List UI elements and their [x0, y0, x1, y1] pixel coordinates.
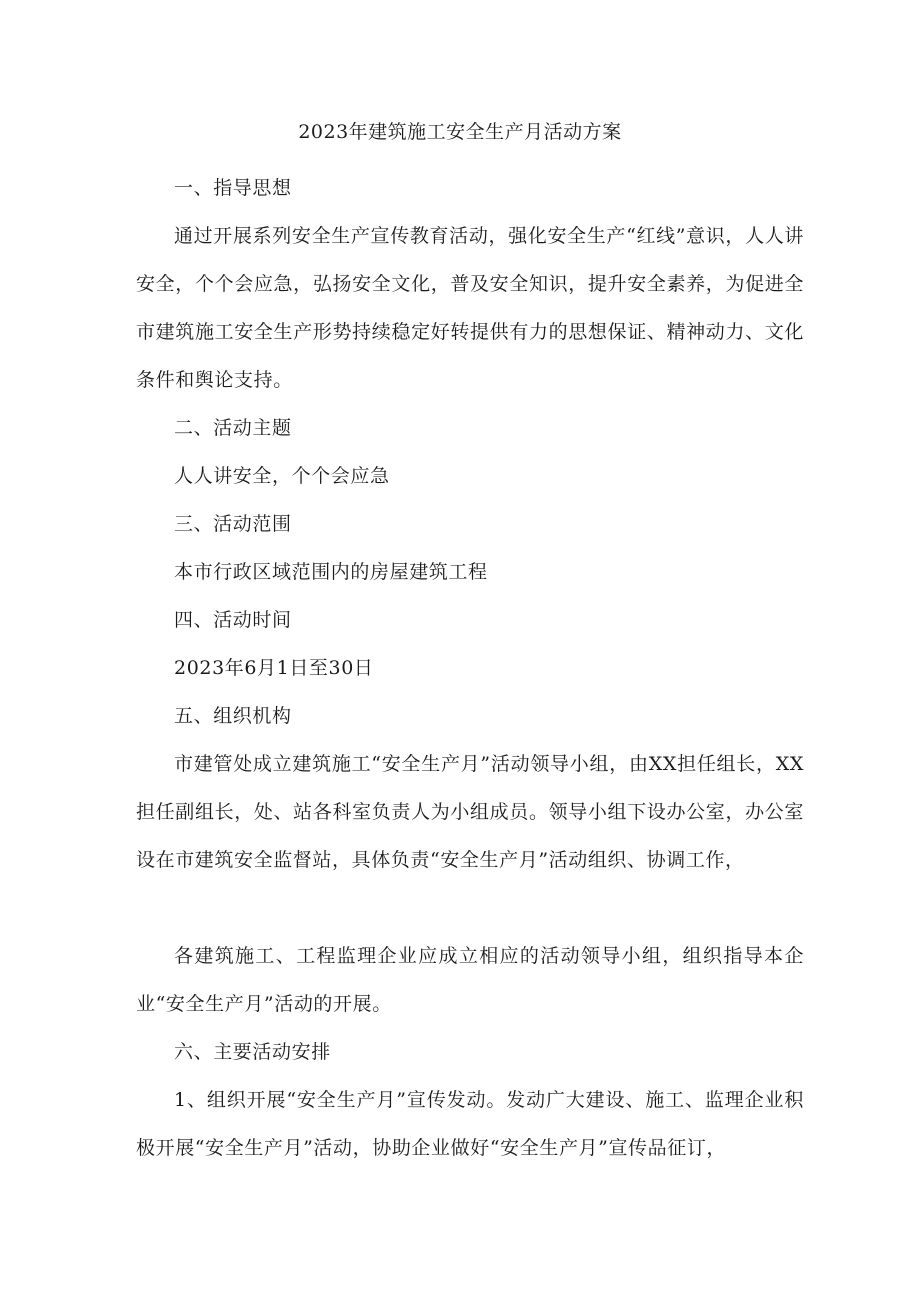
paragraph-organization-2: 各建筑施工、工程监理企业应成立相应的活动领导小组，组织指导本企业“安全生产月”活动的开展。 — [136, 945, 804, 1015]
section-heading-activity-time: 四、活动时间 — [174, 609, 292, 631]
section-heading-activity-theme: 二、活动主题 — [174, 417, 292, 439]
paragraph-activity-theme: 人人讲安全，个个会应急 — [174, 465, 390, 487]
section-heading-activity-scope: 三、活动范围 — [174, 513, 292, 535]
section-heading-guiding-thought: 一、指导思想 — [174, 177, 292, 199]
section-heading-organization: 五、组织机构 — [174, 705, 292, 727]
paragraph-organization-1: 市建管处成立建筑施工“安全生产月”活动领导小组，由XX担任组长，XX担任副组长，处、站各科室负责人为小组成员。领导小组下设办公室，办公室设在市建筑安全监督站，具体负责“安全生产月”活动组织、协调工作， — [136, 753, 804, 871]
section-heading-main-activities: 六、主要活动安排 — [174, 1041, 331, 1063]
paragraph-guiding-thought: 通过开展系列安全生产宣传教育活动，强化安全生产“红线”意识，人人讲安全，个个会应急，弘扬安全文化，普及安全知识，提升安全素养，为促进全市建筑施工安全生产形势持续稳定好转提供有力的思想保证、精神动力、文化条件和舆论支持。 — [136, 225, 804, 391]
paragraph-activity-time: 2023年6月1日至30日 — [174, 657, 374, 679]
document-title: 2023年建筑施工安全生产月活动方案 — [298, 121, 622, 143]
paragraph-activity-scope: 本市行政区域范围内的房屋建筑工程 — [174, 561, 488, 583]
paragraph-main-activities-1: 1、组织开展“安全生产月”宣传发动。发动广大建设、施工、监理企业积极开展“安全生产月”活动，协助企业做好“安全生产月”宣传品征订， — [136, 1089, 804, 1159]
